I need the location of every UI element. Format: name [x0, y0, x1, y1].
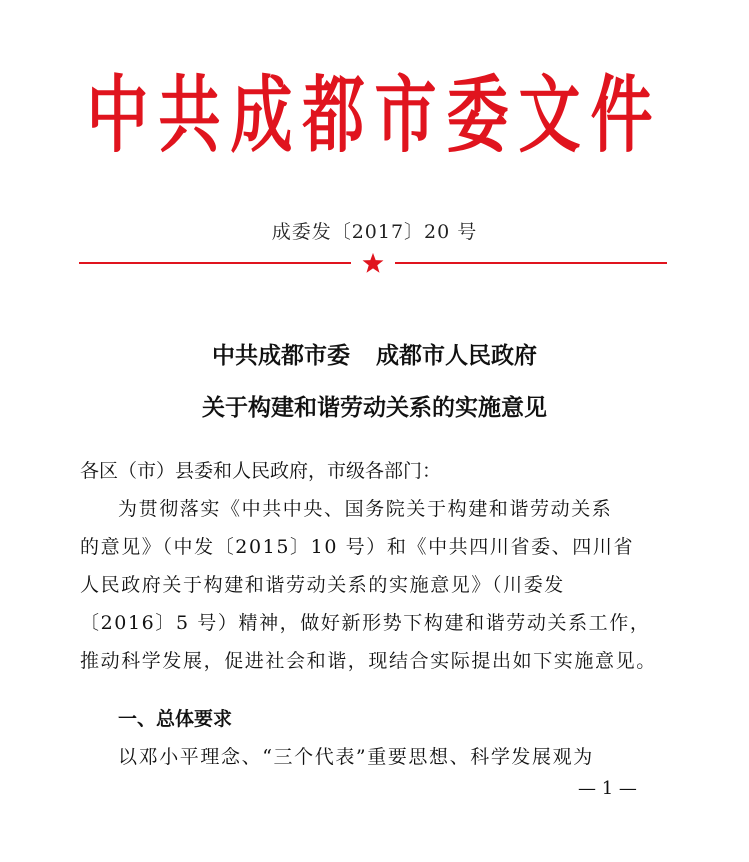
star-icon — [362, 252, 384, 274]
paragraph-2: 以邓小平理念、“三个代表”重要思想、科学发展观为 — [118, 746, 594, 768]
salutation: 各区（市）县委和人民政府，市级各部门： — [80, 460, 442, 482]
paragraph-1-line: 推动科学发展，促进社会和谐，现结合实际提出如下实施意见。 — [80, 650, 657, 672]
divider-line-left — [79, 262, 351, 264]
document-title-line-1 — [0, 337, 749, 370]
page-number: — 1 — — [578, 778, 637, 799]
paragraph-1-line: 为贯彻落实《中共中央、国务院关于构建和谐劳动关系 — [118, 498, 613, 520]
section-heading: 一、总体要求 — [118, 708, 233, 730]
document-number: 成委发〔2017〕20 号 — [271, 221, 478, 243]
paragraph-1-line: 人民政府关于构建和谐劳动关系的实施意见》（川委发 — [80, 574, 565, 596]
document-title-line-2: 关于构建和谐劳动关系的实施意见 — [202, 395, 547, 421]
masthead-title: 中共成都市委文件 — [86, 65, 663, 165]
paragraph-1-line: 〔2016〕5 号）精神，做好新形势下构建和谐劳动关系工作， — [80, 612, 651, 634]
issuer-2: 成都市人民政府 — [376, 343, 537, 369]
paragraph-1 — [80, 490, 672, 680]
divider-line-right — [395, 262, 667, 264]
issuer-1: 中共成都市委 — [212, 343, 350, 369]
red-divider — [79, 252, 667, 274]
paragraph-1-line: 的意见》（中发〔2015〕10 号）和《中共四川省委、四川省 — [80, 536, 635, 558]
